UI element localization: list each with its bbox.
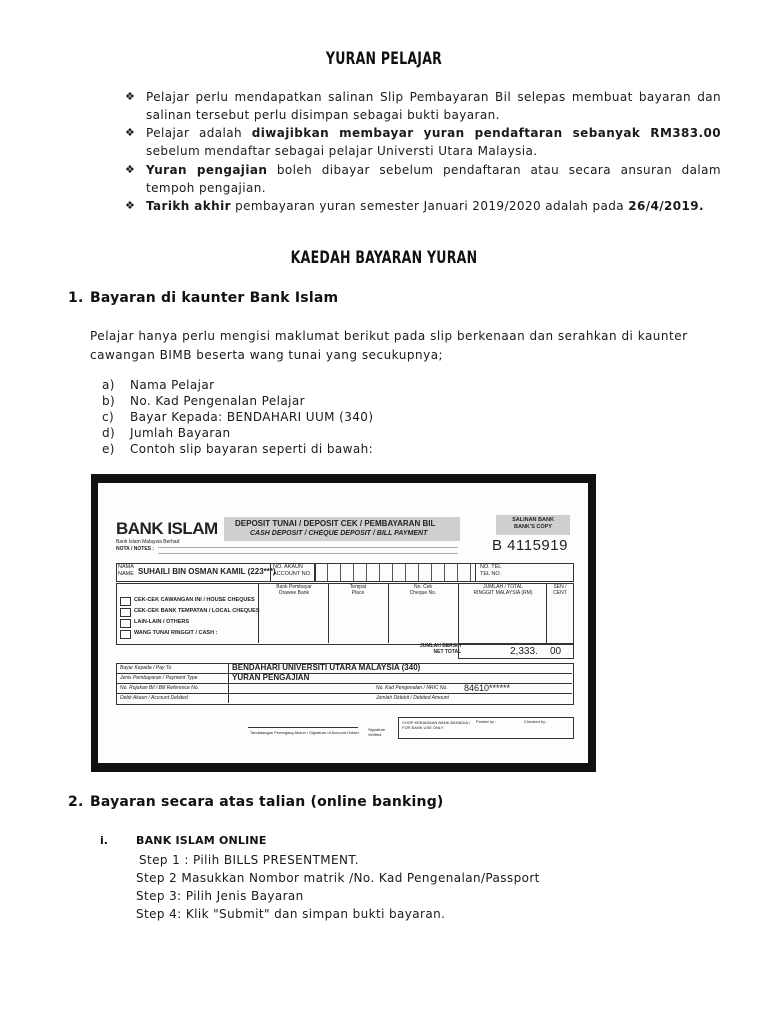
bullet-item [125, 197, 721, 215]
list-item [102, 441, 374, 457]
list-item [102, 425, 231, 441]
bullet-text [146, 163, 721, 195]
signature-line [248, 727, 358, 728]
amount-value: 2,333. [510, 646, 538, 657]
table-divider [116, 673, 572, 674]
list-letter: b) [102, 394, 116, 408]
page-title: YURAN PELAJAR [325, 49, 443, 69]
signature-verified-label: Signature Verified [368, 727, 386, 737]
step-item: Step 4: Klik "Submit" dan simpan bukti bayaran. [136, 907, 446, 921]
list-letter: a) [102, 378, 115, 392]
nota-line [158, 553, 458, 554]
diamond-bullet-icon: ❖ [125, 90, 136, 103]
payment-slip [98, 483, 588, 763]
nota-line [158, 547, 458, 548]
table-divider [458, 583, 459, 643]
net-total-label: JUMLAH BERSIH NET TOTAL [420, 643, 462, 655]
col-header: Bank Pembayar Drawee Bank [276, 584, 312, 596]
list-text: Contoh slip bayaran seperti di bawah: [130, 442, 374, 456]
step-item: Step 3: Pilih Jenis Bayaran [136, 889, 304, 903]
bold-segment: 26/4/2019. [628, 199, 705, 213]
col-header: SEN / CENT [553, 584, 567, 596]
bullet-text [146, 199, 704, 213]
list-text: Nama Pelajar [130, 378, 215, 392]
serial-number: B 4115919 [492, 537, 568, 554]
list-item [102, 377, 215, 393]
row-label: WANG TUNAI RINGGIT / CASH : [134, 630, 218, 636]
signature-label: Tandatangan Pemegang Akaun / Signature of Account Holder [250, 730, 359, 735]
posted-by-label: Posted by : [476, 719, 497, 724]
section-title: Bayaran di kaunter Bank Islam [90, 290, 339, 306]
list-letter: d) [102, 426, 116, 440]
account-number-cells [314, 563, 476, 582]
subsection-number: i. [100, 834, 108, 847]
text-segment: Pelajar perlu mendapatkan salinan Slip Pembayaran Bil selepas membuat bayaran dan salinan tersebut perlu disimpan sebagai bukti bayaran. [146, 90, 721, 122]
name-label: NAMA NAME [118, 564, 134, 577]
nric-value: 84610****** [464, 683, 511, 693]
checkbox [120, 597, 131, 606]
col-header: Tempat Place [349, 584, 367, 596]
checkbox [120, 619, 131, 628]
list-letter: c) [102, 410, 115, 424]
bold-segment: Tarikh akhir [146, 199, 231, 213]
payment-type-value: YURAN PENGAJIAN [232, 673, 310, 682]
bullet-text [146, 90, 721, 122]
bank-logo: BANK ISLAM [116, 519, 218, 538]
row-label: CEK-CEK CAWANGAN INI / HOUSE CHEQUES [134, 597, 255, 603]
list-item [102, 393, 305, 409]
table-divider [328, 583, 329, 643]
name-value: SUHAILI BIN OSMAN KAMIL (223***) [138, 567, 276, 576]
list-text: Bayar Kepada: BENDAHARI UUM (340) [130, 410, 374, 424]
section-number: 1. [68, 290, 84, 306]
bullet-text [146, 126, 721, 158]
payment-type-label: Jenis Pembayaran / Payment Type [120, 675, 198, 681]
text-segment: Pelajar adalah [146, 126, 252, 140]
table-divider [388, 583, 389, 643]
step-item: Step 1 : Pilih BILLS PRESENTMENT. [139, 853, 359, 867]
pay-to-label: Bayar Kepada / Pay To [120, 665, 172, 671]
bullet-item [125, 88, 721, 124]
row-label: LAIN-LAIN / OTHERS [134, 619, 189, 625]
table-divider [546, 583, 547, 643]
col-header: JUMLAH / TOTAL RINGGIT MALAYSIA (RM) [473, 584, 533, 596]
account-label: NO. AKAUN ACCOUNT NO. [273, 564, 312, 577]
cents-value: 00 [550, 646, 562, 657]
text-segment: boleh dibayar sebelum pendaftaran atau secara ansuran dalam tempoh pengajian. [146, 163, 722, 195]
checkbox [120, 608, 131, 617]
bullet-item [125, 161, 722, 197]
section-intro: Pelajar hanya perlu mengisi maklumat berikut pada slip berkenaan dan serahkan di kaunter cawangan BIMB beserta wang tunai yang secukupnya; [90, 329, 688, 362]
list-text: No. Kad Pengenalan Pelajar [130, 394, 305, 408]
text-segment: pembayaran yuran semester Januari 2019/2020 adalah pada [230, 199, 629, 213]
slip-title: DEPOSIT TUNAI / DEPOSIT CEK / PEMBAYARAN BIL [235, 519, 436, 528]
list-text: Jumlah Bayaran [130, 426, 231, 440]
bold-segment: diwajibkan membayar yuran pendaftaran sebanyak RM383.00 [251, 126, 721, 140]
bank-use-label: CHOP KEBIASAAN BANK BAHAGIA / FOR BANK USE ONLY [402, 720, 471, 730]
checked-by-label: Checked by : [524, 719, 548, 724]
pay-to-value: BENDAHARI UNIVERSITI UTARA MALAYSIA (340) [232, 663, 421, 672]
debited-amount-label: Jumlah Didebit / Debited Amount [376, 695, 449, 701]
row-label: CEK-CEK BANK TEMPATAN / LOCAL CHEQUES [134, 608, 260, 614]
section-number: 2. [68, 794, 84, 810]
table-divider [116, 693, 572, 694]
section-title: Bayaran secara atas talian (online banking) [90, 794, 444, 810]
list-letter: e) [102, 442, 115, 456]
account-debited-label: Debit Akaun / Account Debited [120, 695, 188, 701]
bullet-item [125, 124, 721, 160]
bill-reference-label: No. Rujukan Bil / Bill Reference No. [120, 685, 199, 691]
bold-segment: Yuran pengajian [146, 163, 268, 177]
slip-subtitle: CASH DEPOSIT / CHEQUE DEPOSIT / BILL PAYMENT [250, 530, 428, 537]
col-header: No. Cek Cheque No. [409, 584, 437, 596]
text-segment: sebelum mendaftar sebagai pelajar Universti Utara Malaysia. [146, 144, 538, 158]
diamond-bullet-icon: ❖ [125, 199, 136, 212]
diamond-bullet-icon: ❖ [125, 163, 136, 176]
nota-label: NOTA / NOTES : [116, 546, 155, 552]
list-item [102, 409, 374, 425]
checkbox [120, 630, 131, 639]
bank-subtitle: Bank Islam Malaysia Berhad [116, 539, 180, 545]
step-item: Step 2 Masukkan Nombor matrik /No. Kad Pengenalan/Passport [136, 871, 540, 885]
subsection-title: BANK ISLAM ONLINE [136, 834, 267, 847]
copy-label: SALINAN BANK BANK'S COPY [512, 517, 554, 530]
diamond-bullet-icon: ❖ [125, 126, 136, 139]
section-heading: KAEDAH BAYARAN YURAN [290, 248, 478, 268]
nric-label: No. Kad Pengenalan / NRIC No. [376, 685, 448, 691]
tel-label: NO. TEL TEL NO. [480, 564, 502, 577]
